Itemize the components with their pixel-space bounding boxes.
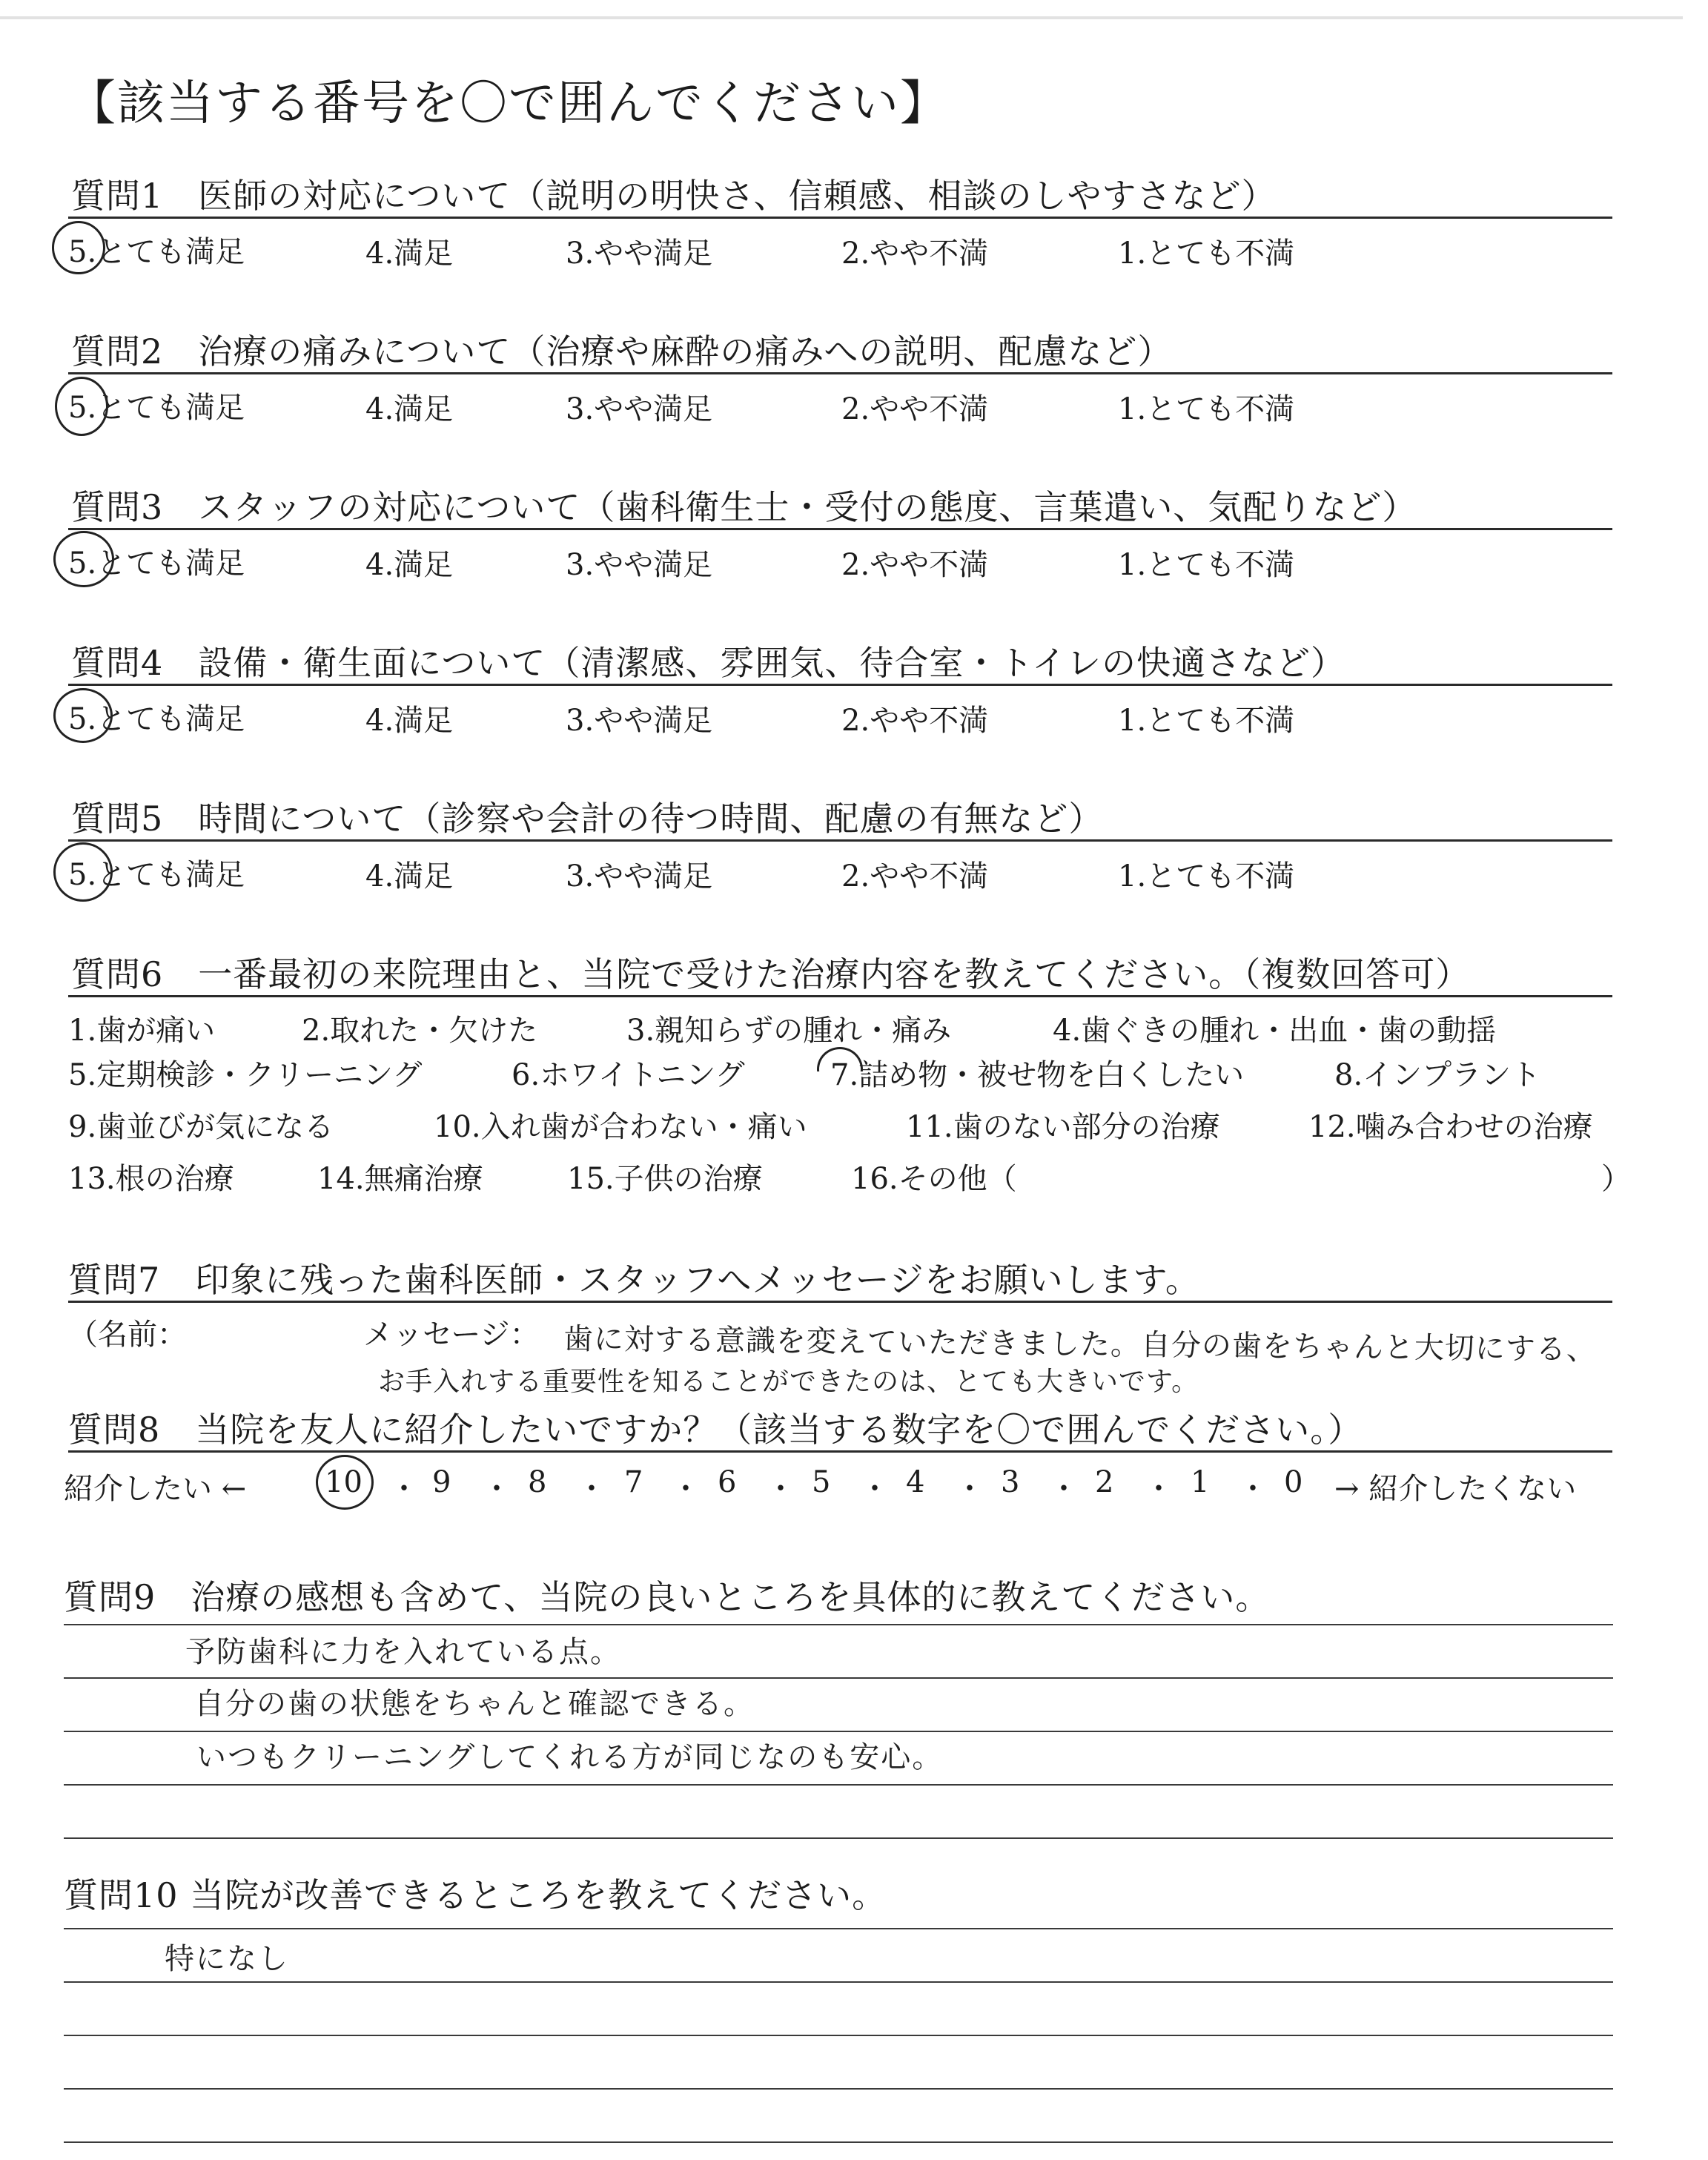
q8-score-10[interactable]: 10	[325, 1465, 363, 1499]
q8-sep: ・	[482, 1472, 512, 1506]
q1-option-4[interactable]: 4.満足	[365, 237, 454, 271]
q8-sep: ・	[766, 1472, 795, 1506]
q9-answer-handwritten-2[interactable]: 自分の歯の状態をちゃんと確認できる。	[194, 1687, 755, 1721]
q6-option-2[interactable]: 2.取れた・欠けた	[302, 1014, 538, 1048]
q9-title: 質問9 治療の感想も含めて、当院の良いところを具体的に教えてください。	[64, 1577, 1271, 1617]
q6-option-16[interactable]: 16.その他（	[851, 1162, 1017, 1196]
q10-answer-line	[64, 2141, 1613, 2143]
q8-title: 質問8 当院を友人に紹介したいですか？（該当する数字を〇で囲んでください。）	[68, 1410, 1363, 1450]
q3-rule	[68, 528, 1612, 530]
q6-other-close-paren: ）	[1601, 1162, 1631, 1196]
q6-option-7[interactable]: 7.詰め物・被せ物を白くしたい	[830, 1058, 1245, 1092]
q8-sep: ・	[1238, 1472, 1268, 1506]
q8-sep: ・	[1144, 1472, 1174, 1506]
q8-sep: ・	[1049, 1472, 1079, 1506]
q10-answer-handwritten[interactable]: 特になし	[165, 1942, 289, 1976]
q4-option-4[interactable]: 4.満足	[365, 704, 454, 738]
q2-title: 質問2 治療の痛みについて（治療や麻酔の痛みへの説明、配慮など）	[71, 331, 1173, 371]
q1-rule	[68, 217, 1612, 219]
q8-right-label: → 紹介したくない	[1334, 1472, 1577, 1506]
q1-answer-circle	[52, 221, 105, 274]
q8-score-7[interactable]: 7	[624, 1465, 643, 1499]
q9-answer-line	[64, 1837, 1613, 1839]
q8-score-4[interactable]: 4	[906, 1465, 925, 1499]
q8-score-0[interactable]: 0	[1284, 1465, 1303, 1499]
q6-title: 質問6 一番最初の来院理由と、当院で受けた治療内容を教えてください。（複数回答可）	[71, 954, 1471, 994]
q8-left-label: 紹介したい ←	[64, 1472, 247, 1506]
q8-score-5[interactable]: 5	[812, 1465, 831, 1499]
q10-title: 質問10 当院が改善できるところを教えてください。	[64, 1875, 887, 1915]
q4-rule	[68, 684, 1612, 686]
q6-option-15[interactable]: 15.子供の治療	[567, 1162, 763, 1196]
q3-answer-circle	[53, 531, 114, 587]
q6-rule	[68, 995, 1612, 997]
q6-option-11[interactable]: 11.歯のない部分の治療	[906, 1110, 1220, 1144]
q2-rule	[68, 372, 1612, 374]
q7-rule	[68, 1301, 1612, 1303]
q3-option-2[interactable]: 2.やや不満	[841, 548, 989, 582]
q6-option-1[interactable]: 1.歯が痛い	[68, 1014, 216, 1048]
q8-score-6[interactable]: 6	[718, 1465, 737, 1499]
q3-title: 質問3 スタッフの対応について（歯科衛生士・受付の態度、言葉遣い、気配りなど）	[71, 487, 1417, 527]
q10-answer-line	[64, 2088, 1613, 2090]
q8-score-1[interactable]: 1	[1191, 1465, 1210, 1499]
q6-option-8[interactable]: 8.インプラント	[1334, 1058, 1541, 1092]
q4-title: 質問4 設備・衛生面について（清潔感、雰囲気、待合室・トイレの快適さなど）	[71, 643, 1346, 683]
q2-option-3[interactable]: 3.やや満足	[566, 392, 713, 426]
q6-option-4[interactable]: 4.歯ぐきの腫れ・出血・歯の動揺	[1053, 1014, 1497, 1048]
q2-answer-circle	[55, 377, 108, 436]
q2-option-1[interactable]: 1.とても不満	[1118, 392, 1295, 426]
scan-top-edge	[0, 16, 1683, 19]
q3-option-4[interactable]: 4.満足	[365, 548, 454, 582]
q7-name-label[interactable]: （名前：	[68, 1318, 187, 1352]
q9-answer-line	[64, 1731, 1613, 1732]
q5-rule	[68, 839, 1612, 842]
q8-sep: ・	[577, 1472, 606, 1506]
q7-message-handwritten-1[interactable]: 歯に対する意識を変えていただきました。自分の歯をちゃんと大切にする、	[563, 1322, 1598, 1367]
q6-option-5[interactable]: 5.定期検診・クリーニング	[68, 1058, 423, 1092]
q5-option-4[interactable]: 4.満足	[365, 859, 454, 894]
q3-option-3[interactable]: 3.やや満足	[566, 548, 713, 582]
q8-score-9[interactable]: 9	[432, 1465, 451, 1499]
q6-option-3[interactable]: 3.親知らずの腫れ・痛み	[626, 1014, 952, 1048]
q6-option-13[interactable]: 13.根の治療	[68, 1162, 234, 1196]
q2-option-4[interactable]: 4.満足	[365, 392, 454, 426]
q7-message-label: メッセージ：	[363, 1318, 540, 1352]
q8-score-2[interactable]: 2	[1095, 1465, 1114, 1499]
q6-option-12[interactable]: 12.噛み合わせの治療	[1308, 1110, 1593, 1144]
q4-option-2[interactable]: 2.やや不満	[841, 704, 989, 738]
q4-option-1[interactable]: 1.とても不満	[1118, 704, 1295, 738]
page-title: 【該当する番号を〇で囲んでください】	[68, 76, 949, 131]
q6-option-6[interactable]: 6.ホワイトニング	[512, 1058, 745, 1092]
q5-option-1[interactable]: 1.とても不満	[1118, 859, 1295, 894]
q8-answer-circle	[316, 1455, 374, 1510]
q5-option-5[interactable]: 5.とても満足	[68, 858, 245, 892]
q8-score-3[interactable]: 3	[1001, 1465, 1020, 1499]
q6-option-10[interactable]: 10.入れ歯が合わない・痛い	[434, 1110, 807, 1144]
q6-option-9[interactable]: 9.歯並びが気になる	[68, 1110, 334, 1144]
q1-option-3[interactable]: 3.やや満足	[566, 237, 713, 271]
q10-answer-line	[64, 2035, 1613, 2036]
q3-option-5[interactable]: 5.とても満足	[68, 546, 245, 581]
q7-message-handwritten-2[interactable]: お手入れする重要性を知ることができたのは、とても大きいです。	[378, 1367, 1199, 1397]
q9-answer-line	[64, 1624, 1613, 1625]
q3-option-1[interactable]: 1.とても不満	[1118, 548, 1295, 582]
q4-answer-circle	[53, 688, 113, 743]
q9-answer-line	[64, 1677, 1613, 1679]
q2-option-2[interactable]: 2.やや不満	[841, 392, 989, 426]
q7-title: 質問7 印象に残った歯科医師・スタッフへメッセージをお願いします。	[68, 1260, 1200, 1300]
q2-option-5[interactable]: 5.とても満足	[68, 391, 245, 425]
q9-answer-handwritten-1[interactable]: 予防歯科に力を入れている点。	[185, 1635, 621, 1669]
q8-sep: ・	[860, 1472, 890, 1506]
q6-option-14[interactable]: 14.無痛治療	[317, 1162, 483, 1196]
q9-answer-line	[64, 1784, 1613, 1786]
q5-answer-circle	[53, 842, 113, 902]
q1-title: 質問1 医師の対応について（説明の明快さ、信頼感、相談のしやすさなど）	[71, 176, 1277, 216]
q10-answer-line	[64, 1981, 1613, 1983]
q8-sep: ・	[389, 1472, 419, 1506]
q1-option-2[interactable]: 2.やや不満	[841, 237, 989, 271]
q1-option-1[interactable]: 1.とても不満	[1118, 237, 1295, 271]
q5-option-2[interactable]: 2.やや不満	[841, 859, 989, 894]
q8-score-8[interactable]: 8	[528, 1465, 547, 1499]
q5-title: 質問5 時間について（診察や会計の待つ時間、配慮の有無など）	[71, 799, 1104, 839]
q8-sep: ・	[955, 1472, 984, 1506]
q8-sep: ・	[671, 1472, 701, 1506]
q4-option-5[interactable]: 5.とても満足	[68, 702, 245, 736]
q5-option-3[interactable]: 3.やや満足	[566, 859, 713, 894]
q1-option-5[interactable]: 5.とても満足	[68, 235, 245, 269]
q9-answer-handwritten-3[interactable]: いつもクリーニングしてくれる方が同じなのも安心。	[196, 1740, 944, 1774]
q4-option-3[interactable]: 3.やや満足	[566, 704, 713, 738]
q8-rule	[68, 1450, 1612, 1453]
q10-answer-line	[64, 1928, 1613, 1929]
